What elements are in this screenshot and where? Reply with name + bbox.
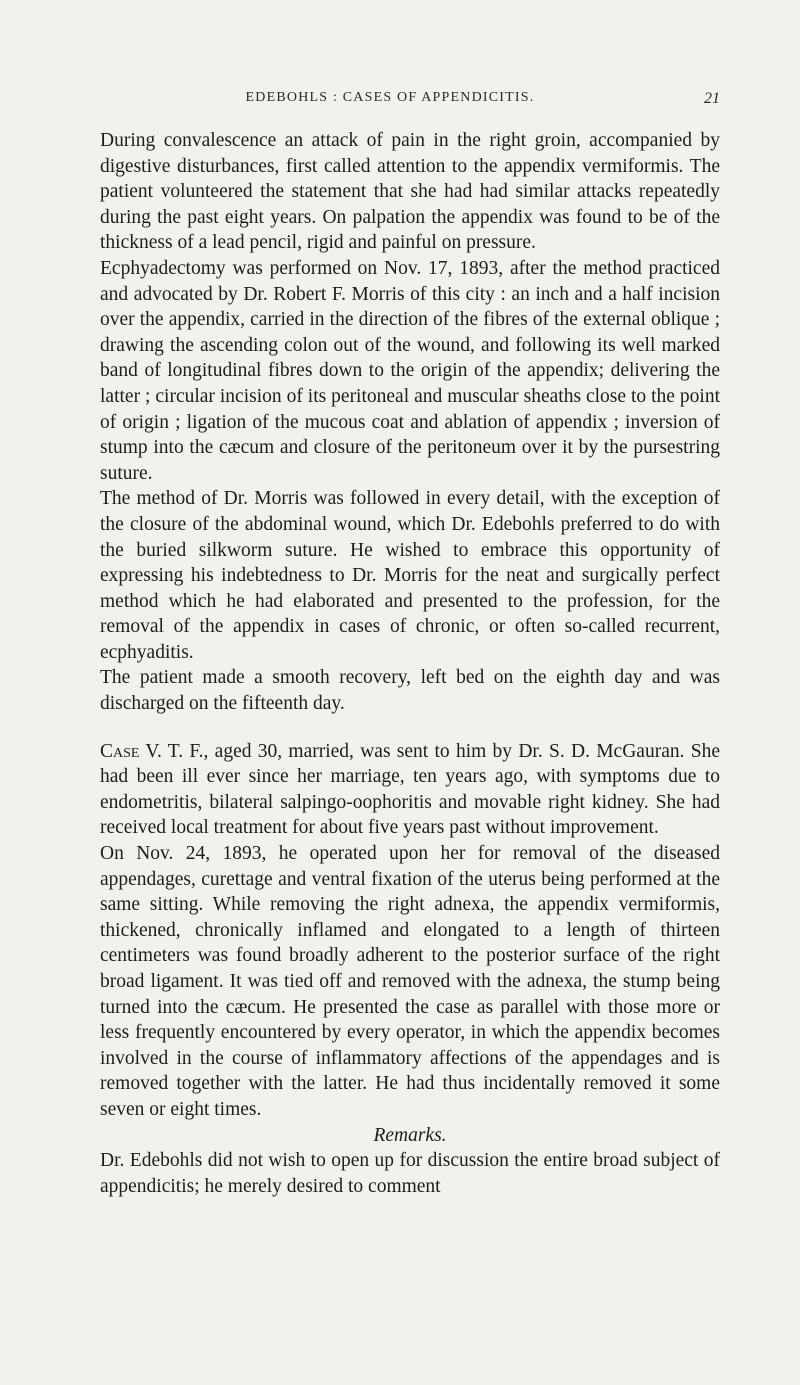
case-label: Case V. (100, 740, 162, 762)
paragraph-convalescence: During convalescence an attack of pain in the right groin, accompanied by digestive disturbances, first called attention to the appendix vermiformis. The patient volunteered the statement that she had had similar attacks repeatedly during the past eight years. On palpation the appendix was found to be of the thickness of a lead pencil, rigid and painful on pressure. (100, 130, 720, 254)
paragraph-case-v (100, 739, 720, 841)
page-number: 21 (704, 90, 720, 107)
paragraph-remarks: Dr. Edebohls did not wish to open up for discussion the entire broad subject of appendicitis; he merely desired to comment (100, 1150, 720, 1197)
remarks-heading: Remarks. (373, 1124, 447, 1146)
body-text (100, 128, 720, 1199)
section-gap (100, 717, 720, 739)
case-v-text: T. F., aged 30, married, was sent to him by Dr. S. D. McGauran. She had been ill ever since her marriage, ten years ago, with symptoms due to endometritis, bilateral salpingo-oophoritis and movable right kidney. She had received local treatment for about five years past without improvement. (100, 740, 720, 839)
paragraph-ecphyadectomy: Ecphyadectomy was performed on Nov. 17, 1893, after the method practiced and advocated by Dr. Robert F. Morris of this city : an inch and a half incision over the appendix, carried in the direction of the fibres of the external oblique ; drawing the ascending colon out of the wound, and following its well marked band of longitudinal fibres down to the origin of the appendix; delivering the latter ; circular incision of its peritoneal and muscular sheaths close to the point of origin ; ligation of the mucous coat and ablation of appendix ; inversion of stump into the cæcum and closure of the peritoneum over it by the pursestring suture. (100, 257, 720, 484)
paragraph-operation: On Nov. 24, 1893, he operated upon her for removal of the diseased appendages, curettage and ventral fixation of the uterus being performed at the same sitting. While removing the right adnexa, the appendix vermiformis, thickened, chronically inflamed and elongated to a length of thirteen centimeters was found broadly adherent to the posterior surface of the right broad ligament. It was tied off and removed with the adnexa, the stump being turned into the cæcum. He presented the case as parallel with those more or less frequently encountered by every operator, in which the appendix becomes involved in the course of inflammatory affections of the appendages and is removed together with the latter. He had thus incidentally removed it some seven or eight times. (100, 843, 720, 1120)
running-head-title: EDEBOHLS : CASES OF APPENDICITIS. (245, 90, 535, 105)
paragraph-recovery: The patient made a smooth recovery, left bed on the eighth day and was discharged on the fifteenth day. (100, 667, 720, 715)
running-head (100, 90, 720, 114)
paragraph-morris-method: The method of Dr. Morris was followed in every detail, with the exception of the closure of the abdominal wound, which Dr. Edebohls preferred to do with the buried silkworm suture. He wished to embrace this opportunity of expressing his indebtedness to Dr. Morris for the neat and surgically perfect method which he had elaborated and presented to the profession, for the removal of the appendix in cases of chronic, or often so-called recurrent, ecphyaditis. (100, 488, 720, 663)
